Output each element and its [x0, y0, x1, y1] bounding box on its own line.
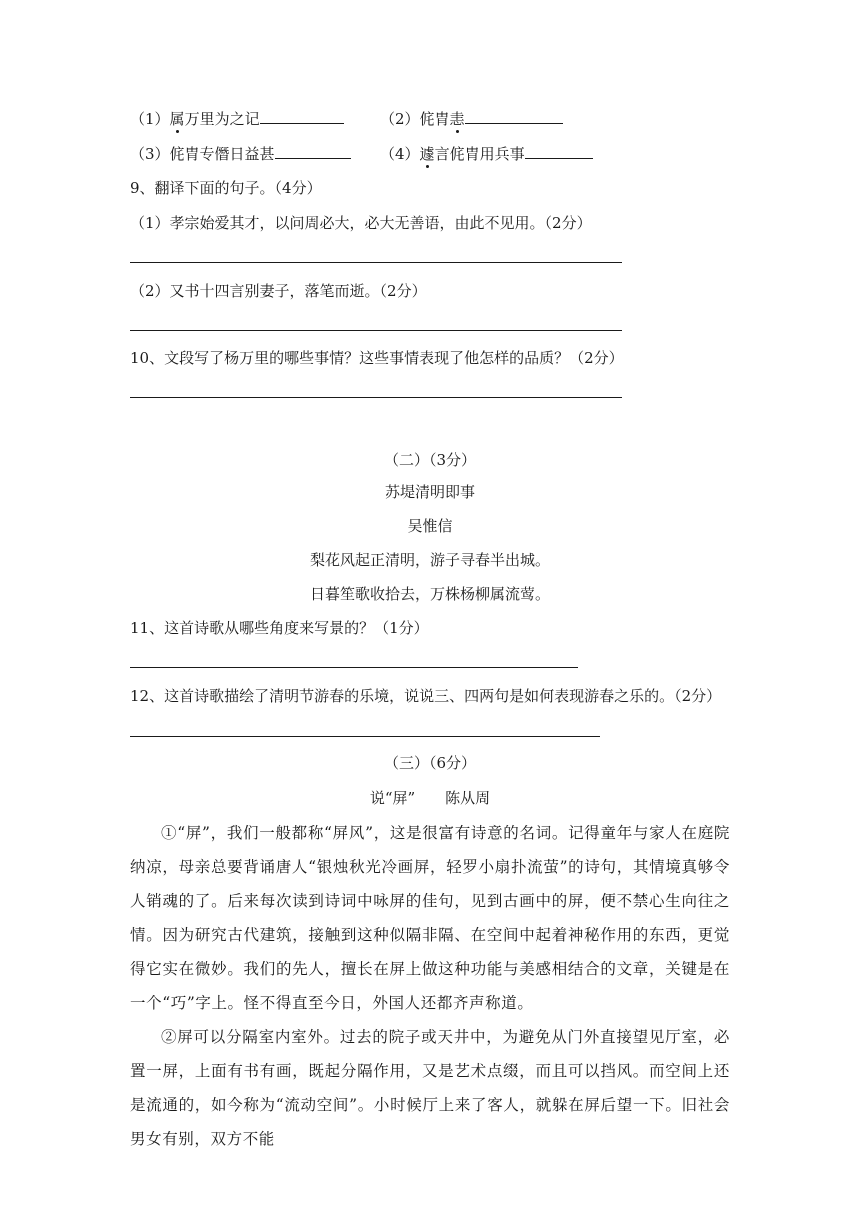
- q8-item-4: （4）遽言侂胄用兵事: [380, 143, 593, 164]
- q11-title: 11、这首诗歌从哪些角度来写景的？（1分）: [130, 619, 429, 637]
- essay-title: 说“屏” 陈从周: [369, 789, 491, 807]
- q9-title: 9、翻译下面的句子。（4分）: [130, 179, 322, 197]
- answer-line[interactable]: [130, 736, 600, 737]
- emphasis-char: 恚: [449, 110, 465, 128]
- answer-line[interactable]: [130, 262, 622, 263]
- emphasis-char: 属: [169, 110, 185, 128]
- q10-title: 10、文段写了杨万里的哪些事情？这些事情表现了他怎样的品质？（2分）: [130, 349, 624, 367]
- paragraph: ①“屏”，我们一般都称“屏风”，这是很富有诗意的名词。记得童年与家人在庭院纳凉，母亲总要背诵唐人“银烛秋光冷画屏，轻罗小扇扑流萤”的诗句，其情境真够令人销魂的了。后来每次读到诗词中咏屏的佳句，见到古画中的屏，便不禁心生向往之情。因为研究古代建筑，接触到这种似隔非隔、在空间中起着神秘作用的东西，更觉得它实在微妙。我们的先人，擅长在屏上做这种功能与美感相结合的文章，关键是在一个“巧”字上。怪不得直至今日，外国人还都齐声称道。: [130, 824, 730, 1012]
- section-heading: （二）（3分）: [383, 451, 477, 469]
- essay-body: [130, 816, 730, 1156]
- q12-title: 12、这首诗歌描绘了清明节游春的乐境，说说三、四两句是如何表现游春之乐的。（2分）: [130, 687, 722, 705]
- answer-blank[interactable]: [260, 108, 344, 124]
- section-heading: （三）（6分）: [383, 754, 477, 772]
- q8-item-1: （1）属万里为之记: [130, 108, 344, 129]
- answer-blank[interactable]: [465, 108, 563, 124]
- q9-sentence-1: （1）孝宗始爱其才，以问周必大，必大无善语，由此不见用。（2分）: [130, 214, 592, 232]
- paragraph: ②屏可以分隔室内室外。过去的院子或天井中，为避免从门外直接望见厅室，必置一屏，上面有书有画，既起分隔作用，又是艺术点缀，而且可以挡风。而空间上还是流通的，如今称为“流动空间”。小时候厅上来了客人，就躲在屏后望一下。旧社会男女有别，双方不能: [130, 1028, 730, 1148]
- poem-author: 吴惟信: [407, 517, 453, 535]
- answer-line[interactable]: [130, 330, 622, 331]
- answer-blank[interactable]: [525, 143, 593, 159]
- emphasis-char: 遽: [419, 145, 435, 163]
- answer-line[interactable]: [130, 397, 622, 398]
- q8-item-2: （2）侂胄恚: [380, 108, 563, 129]
- q9-sentence-2: （2）又书十四言别妻子，落笔而逝。（2分）: [130, 282, 427, 300]
- poem-title: 苏堤清明即事: [384, 483, 475, 501]
- answer-line[interactable]: [130, 667, 578, 668]
- answer-blank[interactable]: [275, 143, 351, 159]
- poem-line: 梨花风起正清明，游子寻春半出城。: [309, 551, 550, 569]
- q8-item-3: （3）侂胄专僭日益甚: [130, 143, 351, 164]
- poem-line: 日暮笙歌收拾去，万株杨柳属流莺。: [309, 585, 550, 603]
